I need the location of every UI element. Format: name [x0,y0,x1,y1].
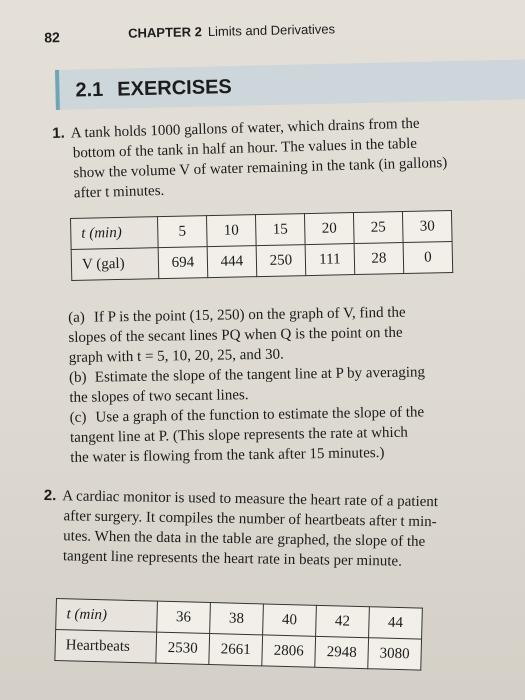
exercise-1-line: after t minutes. [73,182,165,202]
table-cell: 444 [207,246,257,278]
section-title [75,76,232,103]
table-cell: 250 [256,245,306,277]
section-name: EXERCISES [117,75,232,101]
table-cell: 15 [255,214,305,246]
table-cell: 20 [304,213,354,245]
table-cell: 3080 [368,638,422,670]
exercise-2-line: A cardiac monitor is used to measure the heart rate of a patient [62,488,439,511]
chapter-heading [128,21,335,40]
section-banner [55,59,525,110]
part-line: the slopes of two secant lines. [69,387,249,406]
exercise-1-line: show the volume V of water remaining in the tank (in gallons) [73,154,448,182]
part-label: (b) [68,369,87,386]
table-cell: 28 [354,243,404,275]
table-cell: 2530 [156,632,210,664]
table-row [71,242,453,281]
part-label: (c) [69,409,87,426]
table-cell: 0 [403,242,453,274]
exercise-1-text [52,113,448,204]
table-cell: 36 [157,601,211,633]
part-line: tangent line at P. (This slope represents the rate at which [69,424,408,446]
part-line: If P is the point (15, 250) on the graph of V, find the [93,304,406,326]
exercise-2-text [43,486,438,572]
chapter-title: Limits and Derivatives [207,21,336,40]
part-label: (a) [68,309,85,326]
exercise-1-parts [68,302,426,468]
table-cell: 25 [353,212,403,244]
table-cell: 2806 [262,635,316,667]
part-line: Use a graph of the function to estimate the slope of the [95,404,425,426]
table-cell: 40 [263,604,317,636]
exercise-1-table [70,210,453,281]
part-line: graph with t = 5, 10, 20, 25, and 30. [68,346,284,366]
exercise-1-line: A tank holds 1000 gallons of water, which drains from the [70,115,420,142]
exercise-2-number: 2. [43,486,57,505]
exercise-1-line: bottom of the tank in half an hour. The values in the table [72,135,418,162]
exercise-2-table [54,598,423,671]
exercise-2-line: tangent line represents the heart rate in beats per minute. [62,548,403,570]
table-cell: 44 [369,607,423,639]
page-number: 82 [44,29,60,46]
part-line: slopes of the secant lines PQ when Q is the point on the [68,324,403,346]
section-number: 2.1 [75,78,104,102]
page-header [18,16,505,50]
exercise-2-line: utes. When the data in the table are graphed, the slope of the [63,528,426,550]
exercise-1-table-wrap [70,210,453,281]
table-header-cell: Heartbeats [55,630,157,664]
table-cell: 2661 [209,634,263,666]
section-banner-accent [55,70,60,110]
table-cell: 2948 [315,636,369,668]
table-cell: 42 [316,605,370,637]
table-cell: 5 [157,216,207,248]
chapter-label: CHAPTER 2 [128,24,203,41]
table-header-cell: t (min) [56,599,158,633]
table-header-cell: t (min) [71,217,159,250]
table-cell: 38 [210,603,264,635]
exercise-2-line: after surgery. It compiles the number of heartbeats after t min- [63,508,437,531]
table-cell: 694 [158,247,208,279]
part-line: the water is flowing from the tank after 15 minutes.) [70,445,385,466]
table-header-cell: V (gal) [71,248,159,281]
table-cell: 111 [305,244,355,276]
table-cell: 30 [402,211,452,243]
exercise-2-table-wrap [54,598,423,671]
exercise-1-number: 1. [52,124,66,142]
table-cell: 10 [206,215,256,247]
part-line: Estimate the slope of the tangent line at P by averaging [94,364,426,386]
